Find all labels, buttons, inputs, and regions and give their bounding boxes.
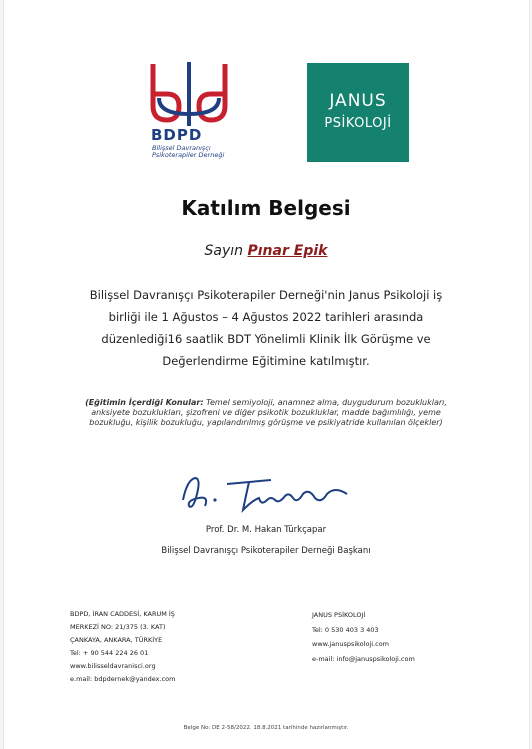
contact-line: e-mail: info@januspsikoloji.com <box>312 654 415 663</box>
topics-text: Temel semiyoloji, anamnez alma, duygudurum bozuklukları, <box>206 398 447 407</box>
contact-line: Tel: + 90 544 224 26 01 <box>70 649 149 657</box>
contact-line: JANUS PSİKOLOJİ <box>312 611 366 619</box>
janus-contact-block <box>312 608 415 666</box>
body-line: düzenlediği16 saatlik BDT Yönelimli Klinik İlk Görüşme ve <box>101 332 431 346</box>
topics-line <box>0 398 532 408</box>
contact-line: Tel: 0 530 403 3 403 <box>312 625 379 634</box>
janus-logo-line2: PSİKOLOJİ <box>324 116 392 131</box>
document-number-footer: Belge No: DE 2-58/2022. 18.8.2021 tarihinde hazırlanmıştır. <box>183 725 349 731</box>
bdpd-subtitle <box>152 145 224 159</box>
janus-logo <box>307 63 409 162</box>
certificate-body <box>0 284 532 372</box>
signatory-name: Prof. Dr. M. Hakan Türkçapar <box>205 525 327 535</box>
contact-line: www.januspsikoloji.com <box>312 640 390 648</box>
topics-line: anksiyete bozuklukları, şizofreni ve diğer psikotik bozukluklar, madde bağımlılığı, yeme <box>91 408 441 417</box>
recipient-name: Pınar Epik <box>247 243 328 259</box>
signature-image <box>175 470 360 518</box>
bdpd-contact-block <box>70 608 175 686</box>
topics-line: bozukluğu, kişilik bozukluğu, yapılandırılmış görüşme ve psikiyatride kullanılan ölçekler) <box>89 418 443 427</box>
body-line: Değerlendirme Eğitimine katılmıştır. <box>162 354 370 368</box>
topics-label: (Eğitimin İçerdiği Konular: <box>85 398 204 407</box>
contact-line: ÇANKAYA, ANKARA, TÜRKİYE <box>70 636 163 644</box>
contact-line: BDPD, İRAN CADDESİ, KARUM İŞ <box>70 610 175 618</box>
certificate-title: Katılım Belgesi <box>181 196 351 220</box>
salutation <box>0 243 532 259</box>
contact-line: www.bilisseldavranisci.org <box>70 662 156 670</box>
body-line: birliği ile 1 Ağustos – 4 Ağustos 2022 tarihleri arasında <box>108 310 424 324</box>
bdpd-subtitle-line: Bilişsel Davranışçı <box>152 144 211 152</box>
janus-logo-line1: JANUS <box>329 91 387 111</box>
bdpd-acronym: BDPD <box>151 126 203 144</box>
body-line: Bilişsel Davranışçı Psikoterapiler Derneği'nin Janus Psikoloji iş <box>89 288 443 302</box>
contact-line: MERKEZİ NO: 21/375 (3. KAT) <box>70 623 166 631</box>
training-topics <box>0 398 532 428</box>
signatory-title: Bilişsel Davranışçı Psikoterapiler Derneği Başkanı <box>161 546 371 556</box>
bdpd-subtitle-line: Psikoterapiler Derneği <box>152 151 225 159</box>
salutation-prefix: Sayın <box>204 243 244 259</box>
contact-line: e.mail: bdpdernek@yandex.com <box>70 675 176 683</box>
